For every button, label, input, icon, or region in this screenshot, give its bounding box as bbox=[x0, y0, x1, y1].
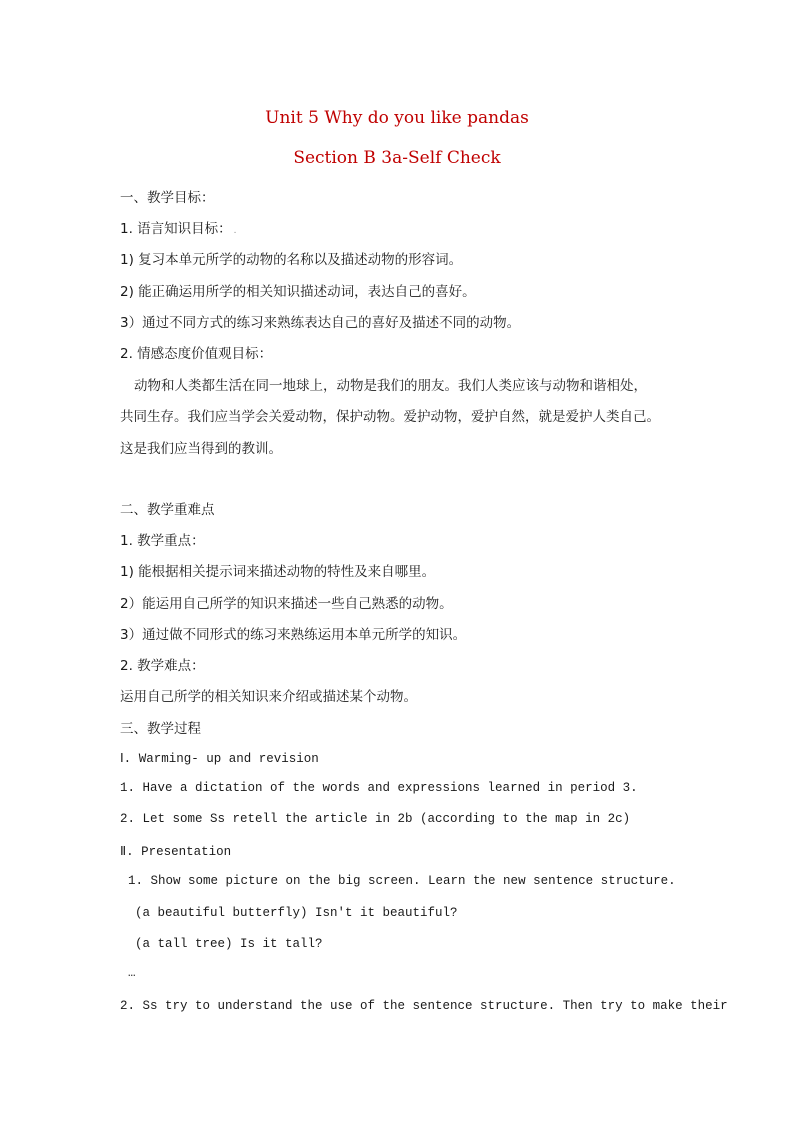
step1-heading: Ⅰ. Warming- up and revision bbox=[120, 752, 319, 766]
step1-item-2: 2. Let some Ss retell the article in 2b (according to the map in 2c) bbox=[120, 812, 631, 826]
emotion-heading: 2. 情感态度价值观目标： bbox=[120, 346, 273, 362]
step1-item-1: 1. Have a dictation of the words and expressions learned in period 3. bbox=[120, 781, 638, 795]
goals-heading: 一、教学目标： bbox=[120, 190, 215, 206]
example-2: (a tall tree) Is it tall? bbox=[135, 937, 323, 951]
knowledge-heading bbox=[120, 217, 237, 237]
ellipsis: … bbox=[128, 966, 136, 980]
knowledge-item-3: 3）通过不同方式的练习来熟练表达自己的喜好及描述不同的动物。 bbox=[120, 315, 521, 331]
difficulty-text: 运用自己所学的相关知识来介绍或描述某个动物。 bbox=[120, 689, 417, 705]
step2-item-2: 2. Ss try to understand the use of the sentence structure. Then try to make their bbox=[120, 999, 728, 1013]
emotion-line-2: 共同生存。我们应当学会关爱动物，保护动物。爱护动物，爱护自然，就是爱护人类自己。 bbox=[120, 409, 660, 425]
focus-item-3: 3）通过做不同形式的练习来熟练运用本单元所学的知识。 bbox=[120, 627, 467, 643]
difficulty-heading: 2. 教学难点： bbox=[120, 658, 205, 674]
document-subtitle: Section B 3a-Self Check bbox=[293, 148, 501, 168]
key-points-heading: 二、教学重难点 bbox=[120, 502, 215, 518]
emotion-line-1: 动物和人类都生活在同一地球上，动物是我们的朋友。我们人类应该与动物和谐相处， bbox=[134, 378, 647, 394]
knowledge-mark: . bbox=[233, 226, 237, 236]
knowledge-item-1: 1) 复习本单元所学的动物的名称以及描述动物的形容词。 bbox=[120, 252, 463, 268]
knowledge-heading-text: 1. 语言知识目标： bbox=[120, 221, 232, 237]
focus-item-2: 2）能运用自己所学的知识来描述一些自己熟悉的动物。 bbox=[120, 596, 453, 612]
emotion-line-3: 这是我们应当得到的教训。 bbox=[120, 441, 282, 457]
knowledge-item-2: 2) 能正确运用所学的相关知识描述动词，表达自己的喜好。 bbox=[120, 284, 476, 300]
document-title: Unit 5 Why do you like pandas bbox=[265, 108, 529, 128]
process-heading: 三、教学过程 bbox=[120, 721, 201, 737]
step2-heading: Ⅱ. Presentation bbox=[120, 845, 232, 859]
focus-item-1: 1) 能根据相关提示词来描述动物的特性及来自哪里。 bbox=[120, 564, 436, 580]
focus-heading: 1. 教学重点： bbox=[120, 533, 205, 549]
step2-item-1: 1. Show some picture on the big screen. Learn the new sentence structure. bbox=[128, 874, 676, 888]
example-1: (a beautiful butterfly) Isn't it beautiful? bbox=[135, 906, 458, 920]
